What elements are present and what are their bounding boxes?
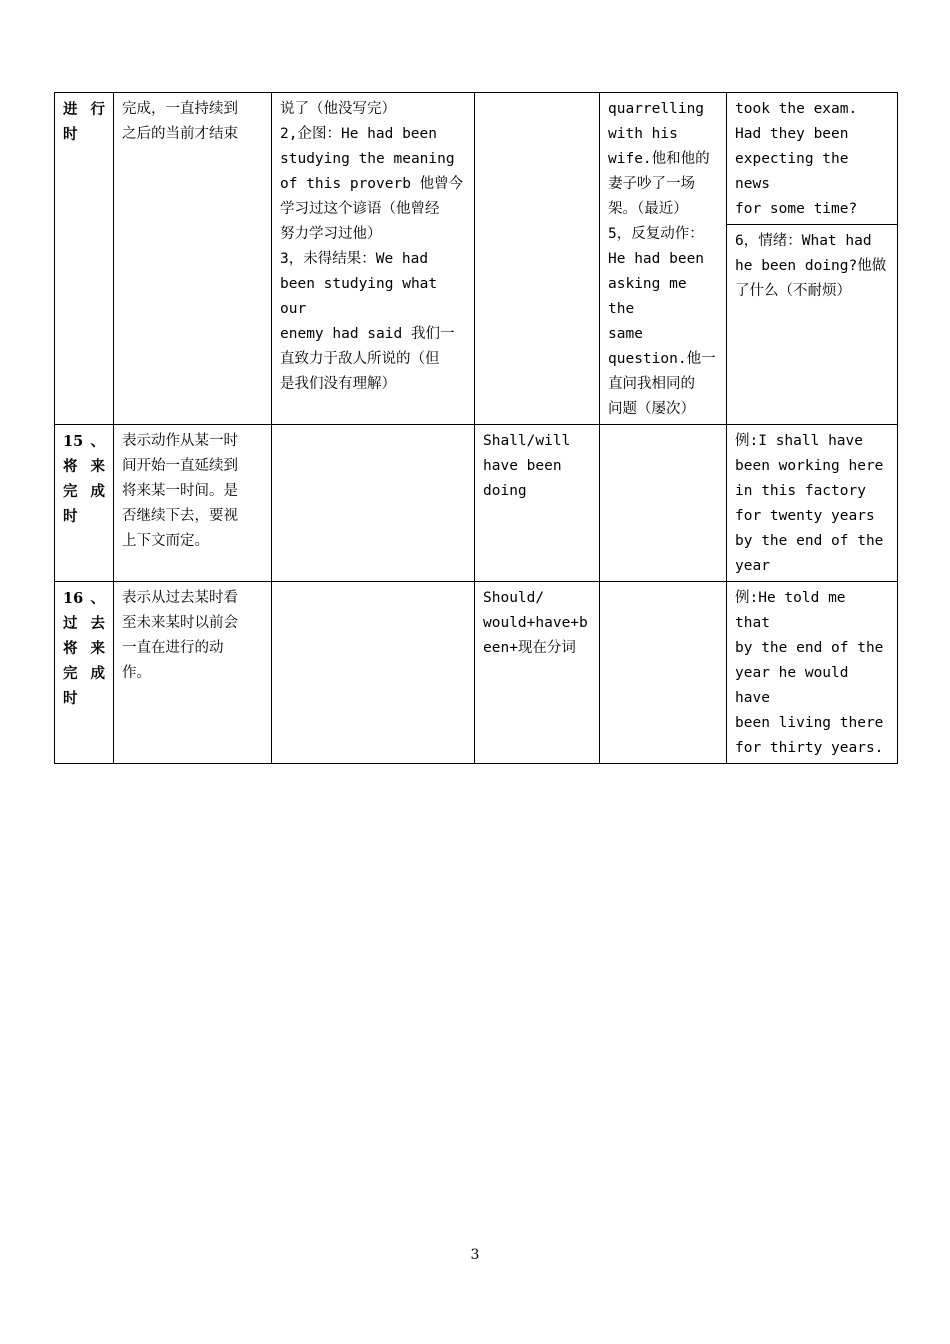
- example-line: 例:I shall have: [735, 433, 863, 449]
- usage-line: 表示从过去某时看: [122, 590, 238, 606]
- usage-line: 作。: [122, 665, 151, 681]
- form-line: have been: [483, 458, 562, 474]
- tense-name-line: 过 去: [63, 615, 105, 632]
- tense-name-line: 完 成: [63, 665, 105, 682]
- example-line: 5，反复动作：: [608, 226, 704, 242]
- example-line: for twenty years: [735, 508, 875, 524]
- example-line: he been doing?他做: [735, 258, 887, 274]
- form-cell: [475, 93, 600, 425]
- example-line: quarrelling: [608, 101, 705, 117]
- example-line: 例:He told me that: [735, 590, 846, 631]
- example-line: Had they been: [735, 126, 849, 142]
- example-line: studying the meaning: [280, 151, 455, 167]
- tense-name-line: 时: [63, 126, 78, 143]
- table-row: [55, 93, 898, 425]
- tense-name-line: 时: [63, 690, 78, 707]
- example-line: took the exam.: [735, 101, 858, 117]
- tense-name-line: 将 来: [63, 458, 105, 475]
- usage-line: 表示动作从某一时: [122, 433, 238, 449]
- tense-name-line: 完 成: [63, 483, 105, 500]
- example-line: asking me the: [608, 276, 687, 317]
- example-line: for thirty years.: [735, 740, 884, 756]
- example-line: 学习过这个谚语（他曾经: [280, 201, 440, 217]
- example-line: 架。（最近）: [608, 201, 688, 217]
- example-line: question.他一: [608, 351, 716, 367]
- example-line: 直问我相同的: [608, 376, 695, 392]
- example-line: 6，情绪：What had: [735, 233, 872, 249]
- form-line: would+have+b: [483, 615, 588, 631]
- usage-line: 至未来某时以前会: [122, 615, 238, 631]
- examples-cell: [727, 582, 898, 764]
- form-line: Should/: [483, 590, 545, 606]
- example-line: been studying what our: [280, 276, 438, 317]
- example-line: 说了（他没写完）: [280, 101, 396, 117]
- example-line: expecting the news: [735, 151, 849, 192]
- form-line: een+现在分词: [483, 640, 576, 656]
- example-line: 了什么（不耐烦）: [735, 283, 851, 299]
- example-line: 问题（屡次）: [608, 401, 695, 417]
- example-line: 3，未得结果：We had: [280, 251, 429, 267]
- tense-name-cell: [55, 425, 114, 582]
- tense-name-line: 将 来: [63, 640, 105, 657]
- usage-cell: [114, 582, 272, 764]
- example-line: been working here: [735, 458, 884, 474]
- tense-name-line: 进 行: [63, 101, 105, 118]
- usage-line: 之后的当前才结束: [122, 126, 238, 142]
- example-line: year he would have: [735, 665, 849, 706]
- usage-cell: [114, 425, 272, 582]
- tense-table: [54, 92, 898, 764]
- examples-cell: [600, 93, 727, 425]
- example-line: He had been: [608, 251, 705, 267]
- tense-name-line: 15 、: [63, 433, 105, 450]
- example-line: been living there: [735, 715, 884, 731]
- tense-name-line: 时: [63, 508, 78, 525]
- examples-cell: [727, 93, 898, 425]
- examples-cell: [272, 425, 475, 582]
- form-line: doing: [483, 483, 527, 499]
- usage-line: 否继续下去，要视: [122, 508, 238, 524]
- example-line: 2,企图：He had been: [280, 126, 437, 142]
- example-line: 是我们没有理解）: [280, 376, 396, 392]
- example-line: wife.他和他的: [608, 151, 710, 167]
- example-line: with his: [608, 126, 678, 142]
- examples-top-part: [727, 93, 897, 224]
- example-line: for some time?: [735, 201, 858, 217]
- example-line: 直致力于敌人所说的（但: [280, 351, 440, 367]
- page-number: 3: [470, 1247, 480, 1263]
- example-line: same: [608, 326, 643, 342]
- form-line: Shall/will: [483, 433, 571, 449]
- examples-cell: [272, 93, 475, 425]
- form-cell: [475, 425, 600, 582]
- usage-line: 将来某一时间。是: [122, 483, 238, 499]
- example-line: of this proverb 他曾今: [280, 176, 464, 192]
- usage-line: 一直在进行的动: [122, 640, 224, 656]
- example-line: 妻子吵了一场: [608, 176, 695, 192]
- example-line: in this factory: [735, 483, 866, 499]
- tense-name-cell: [55, 93, 114, 425]
- example-line: by the end of the: [735, 533, 884, 549]
- example-line: enemy had said 我们一: [280, 326, 455, 342]
- example-line: by the end of the: [735, 640, 884, 656]
- examples-cell: [272, 582, 475, 764]
- usage-line: 间开始一直延续到: [122, 458, 238, 474]
- tense-name-cell: [55, 582, 114, 764]
- tense-name-line: 16 、: [63, 590, 105, 607]
- form-cell: [475, 582, 600, 764]
- example-line: 努力学习过他）: [280, 226, 382, 242]
- usage-line: 完成，一直持续到: [122, 101, 238, 117]
- examples-bottom-part: [727, 224, 897, 306]
- table-row: [55, 425, 898, 582]
- examples-cell: [727, 425, 898, 582]
- examples-cell: [600, 425, 727, 582]
- example-line: year: [735, 558, 770, 574]
- usage-line: 上下文而定。: [122, 533, 209, 549]
- examples-cell: [600, 582, 727, 764]
- usage-cell: [114, 93, 272, 425]
- table-row: [55, 582, 898, 764]
